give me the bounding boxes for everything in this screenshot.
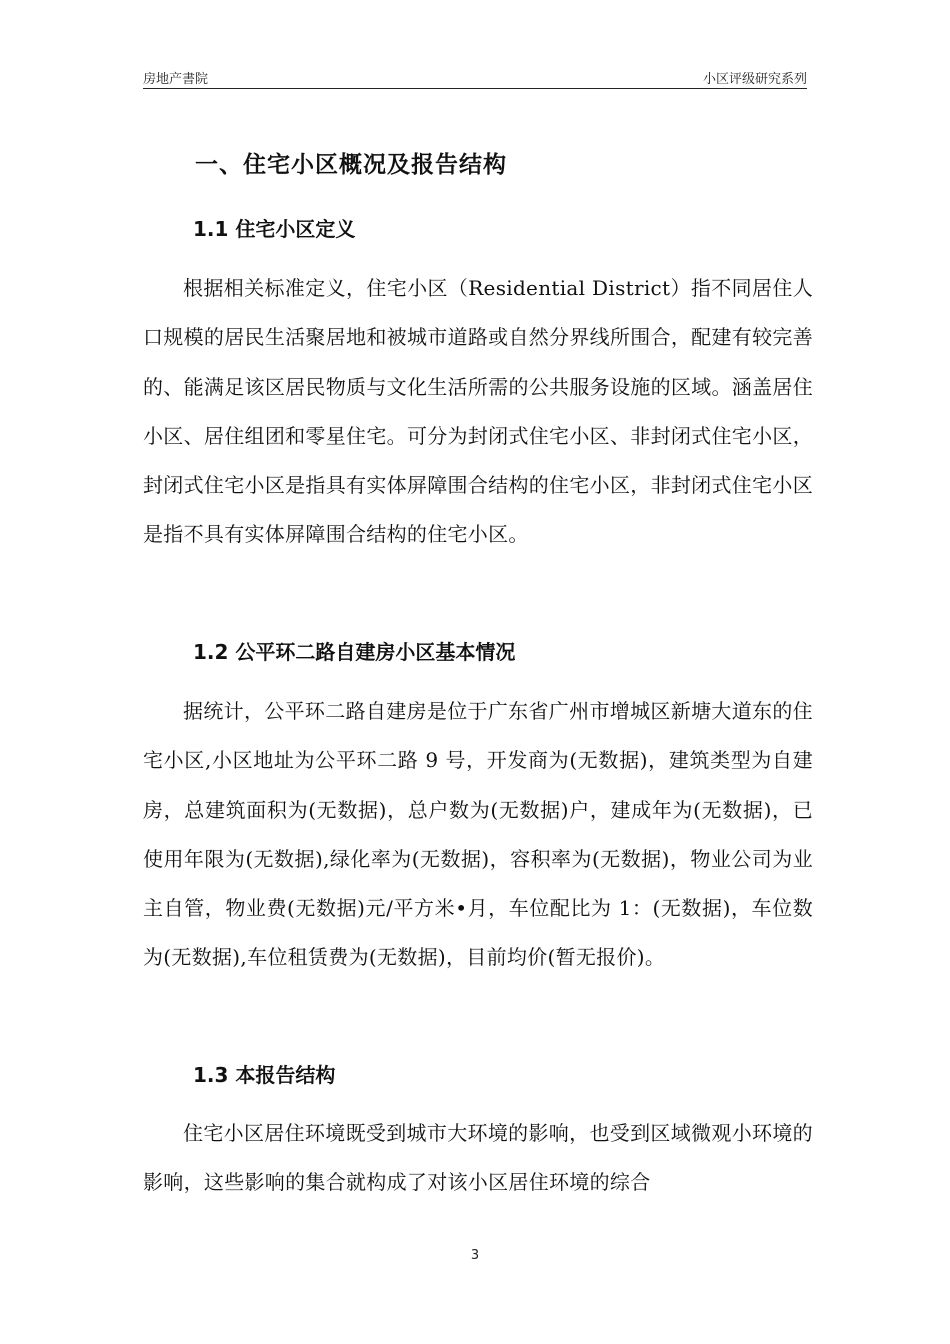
paragraph-report-structure: 住宅小区居住环境既受到城市大环境的影响，也受到区域微观小环境的影响，这些影响的集合就构成了对该小区居住环境的综合: [143, 1121, 813, 1195]
header-series-title: 小区评级研究系列: [702, 72, 807, 87]
subsection-title-1-2: 1.2 公平环二路自建房小区基本情况: [193, 640, 516, 664]
subsection-title-1-1: 1.1 住宅小区定义: [193, 217, 356, 241]
page-number: 3: [470, 1248, 480, 1263]
page-header: [143, 68, 807, 89]
paragraph-definition: 根据相关标准定义，住宅小区（Residential District）指不同居住人口规模的居民生活聚居地和被城市道路或自然分界线所围合，配建有较完善的、能满足该区居民物质与文化生活所需的公共服务设施的区域。涵盖居住小区、居住组团和零星住宅。可分为封闭式住宅小区、非封闭式住宅小区，封闭式住宅小区是指具有实体屏障围合结构的住宅小区，非封闭式住宅小区是指不具有实体屏障围合结构的住宅小区。: [143, 276, 813, 547]
section-title: 一、住宅小区概况及报告结构: [195, 152, 507, 178]
subsection-title-1-3: 1.3 本报告结构: [193, 1063, 336, 1087]
paragraph-basic-info: 据统计，公平环二路自建房是位于广东省广州市增城区新塘大道东的住宅小区,小区地址为公平环二路 9 号，开发商为(无数据)，建筑类型为自建房，总建筑面积为(无数据)，总户数为(无数据)户，建成年为(无数据)，已使用年限为(无数据),绿化率为(无数据)，容积率为(无数据)，物业公司为业主自管，物业费(无数据)元/平方米•月，车位配比为 1：(无数据)，车位数为(无数据),车位租赁费为(无数据)，目前均价(暂无报价)。: [143, 699, 813, 970]
header-publisher: 房地产書院: [143, 72, 209, 87]
